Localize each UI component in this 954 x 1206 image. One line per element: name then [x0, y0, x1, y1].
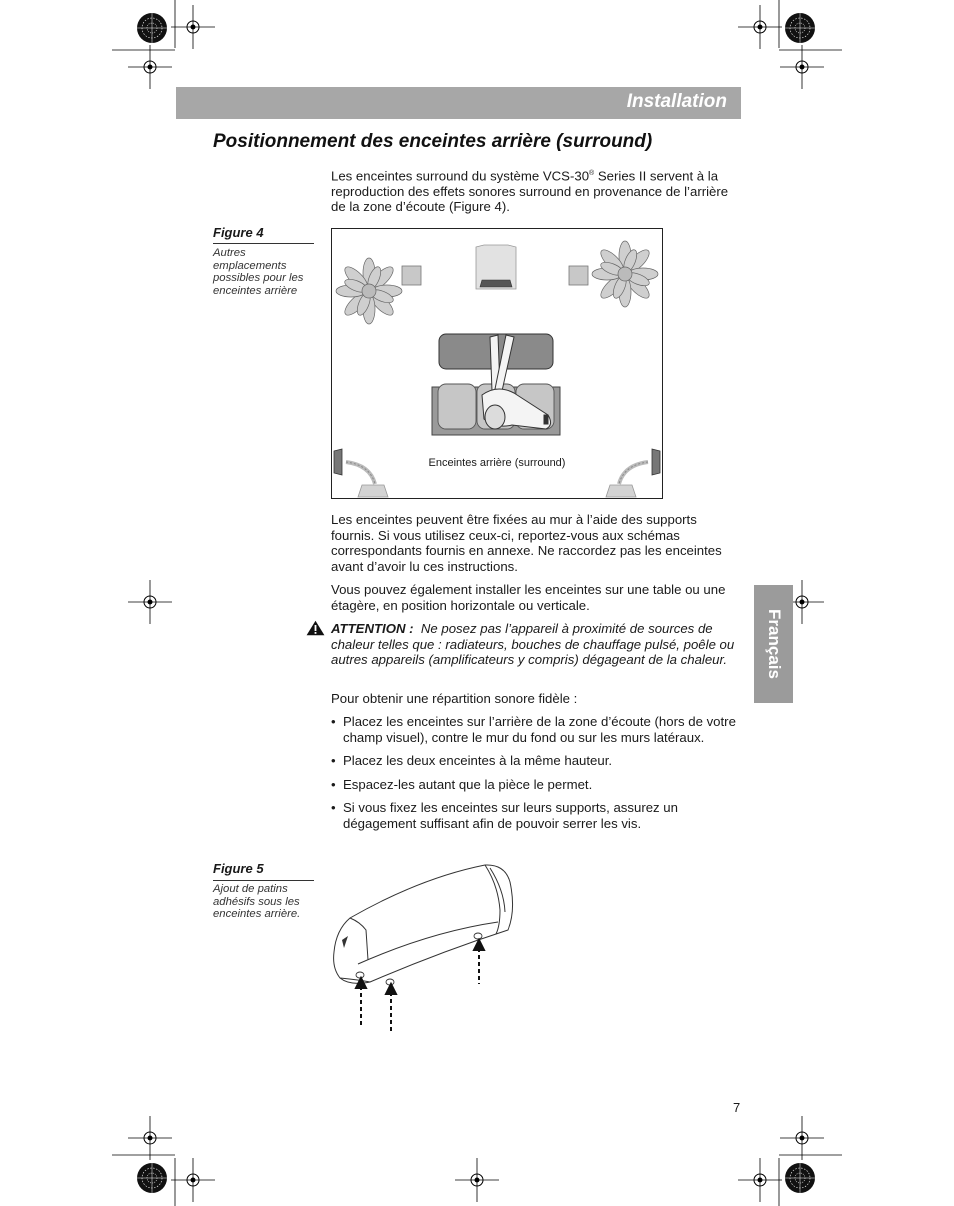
section-title: Positionnement des enceintes arrière (surround) [213, 131, 653, 152]
header-bar [176, 87, 741, 119]
plant-right-icon [592, 241, 658, 307]
header-title: Installation [626, 91, 727, 112]
plant-left-icon [336, 258, 402, 324]
attention-label: ATTENTION : [331, 621, 414, 636]
intro-text-b: Series II servent à la reproduction des effets sonores surround en provenance de l’arrière de la zone d’écoute (Figure 4). [331, 168, 729, 215]
list-item: • Placez les deux enceintes à la même hauteur. [331, 753, 741, 769]
figure5-rule [213, 880, 314, 881]
tv-icon [476, 245, 516, 289]
front-speaker-left-icon [402, 266, 421, 285]
list-item: • Espacez-les autant que la pièce le permet. [331, 777, 741, 793]
attention-paragraph [331, 621, 741, 668]
figure4-label: Figure 4 [213, 225, 264, 240]
figure4-diagram-label: Enceintes arrière (surround) [428, 457, 566, 469]
figure4-diagram [331, 228, 663, 499]
list-item: • Placez les enceintes sur l’arrière de la zone d’écoute (hors de votre champ visuel), contre le mur du fond ou sur les murs latéraux. [331, 714, 741, 745]
language-tab [754, 585, 793, 703]
page-number: 7 [733, 1100, 741, 1115]
warning-icon [306, 620, 325, 636]
registered-mark: ® [589, 170, 595, 177]
distribution-intro: Pour obtenir une répartition sonore fidèle : [331, 691, 578, 706]
language-tab-label: Français [764, 609, 784, 679]
figure5-label: Figure 5 [213, 861, 264, 876]
intro-text-a: Les enceintes surround du système VCS-30 [331, 168, 590, 184]
speaker-feet-illustration [330, 860, 520, 1035]
figure4-caption: Autres emplacements possibles pour les enceintes arrière [213, 247, 304, 297]
front-speaker-right-icon [569, 266, 588, 285]
attention-text: Ne posez pas l’appareil à proximité de sources de chaleur telles que : radiateurs, bouches de chauffage pulsé, poêle ou autres appareils (amplificateurs y compris) dégageant de la chaleur. [331, 621, 735, 667]
figure5-caption: Ajout de patins adhésifs sous les enceintes arrière. [213, 883, 301, 920]
placement-list [331, 714, 741, 831]
figure4-rule [213, 243, 314, 244]
table-paragraph: Vous pouvez également installer les enceintes sur une table ou une étagère, en position horizontale ou verticale. [331, 582, 726, 613]
mounting-paragraph: Les enceintes peuvent être fixées au mur à l’aide des supports fournis. Si vous utilisez ceux-ci, reportez-vous aux schémas correspondants fournis en annexe. Ne raccordez pas les enceintes avant d’avoir lu ces instructions. [331, 512, 722, 574]
intro-paragraph [331, 166, 741, 215]
list-item: • Si vous fixez les enceintes sur leurs supports, assurez un dégagement suffisant afin de pouvoir serrer les vis. [331, 800, 741, 831]
